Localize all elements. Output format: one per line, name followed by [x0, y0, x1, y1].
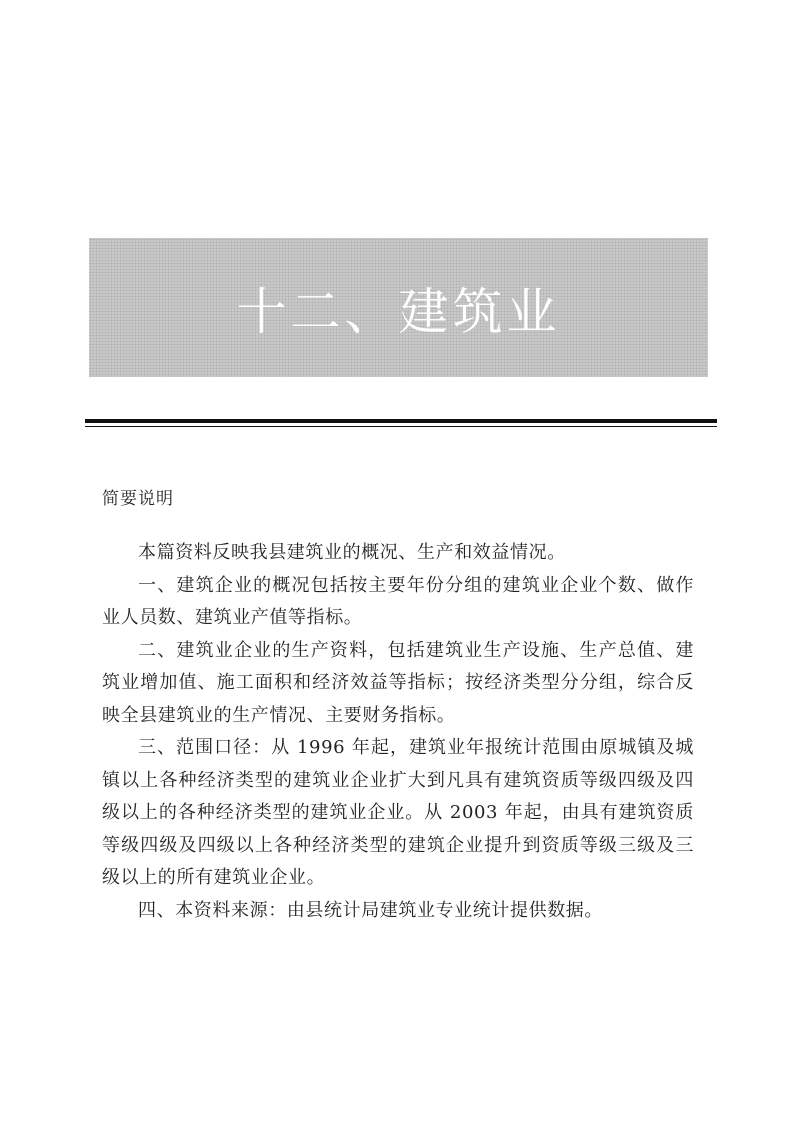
paragraph-item-1: 一、建筑企业的概况包括按主要年份分组的建筑业企业个数、做作业人员数、建筑业产值等指标。 — [102, 574, 694, 628]
section-heading: 简要说明 — [102, 489, 174, 509]
paragraph-item-4: 四、本资料来源：由县统计局建筑业专业统计提供数据。 — [138, 899, 603, 921]
chapter-title: 十二、建筑业 — [236, 282, 561, 341]
paragraph-item-2: 二、建筑业企业的生产资料，包括建筑业生产设施、生产总值、建筑业增加值、施工面积和经济效益等指标；按经济类型分分组，综合反映全县建筑业的生产情况、主要财务指标。 — [102, 639, 694, 726]
chapter-banner — [89, 238, 708, 377]
divider-thin — [85, 426, 717, 427]
body-text — [102, 537, 694, 927]
paragraph-item-3: 三、范围口径：从 1996 年起，建筑业年报统计范围由原城镇及城镇以上各种经济类型的建筑业企业扩大到凡具有建筑资质等级四级及四级以上的各种经济类型的建筑业企业。从 2003 年起，由具有建筑资质等级四级及四级以上各种经济类型的建筑企业提升到资质等级三级及三级以上的所有建筑业企业。 — [102, 737, 694, 888]
paragraph-intro: 本篇资料反映我县建筑业的概况、生产和效益情况。 — [138, 542, 566, 563]
divider-thick — [85, 419, 717, 423]
